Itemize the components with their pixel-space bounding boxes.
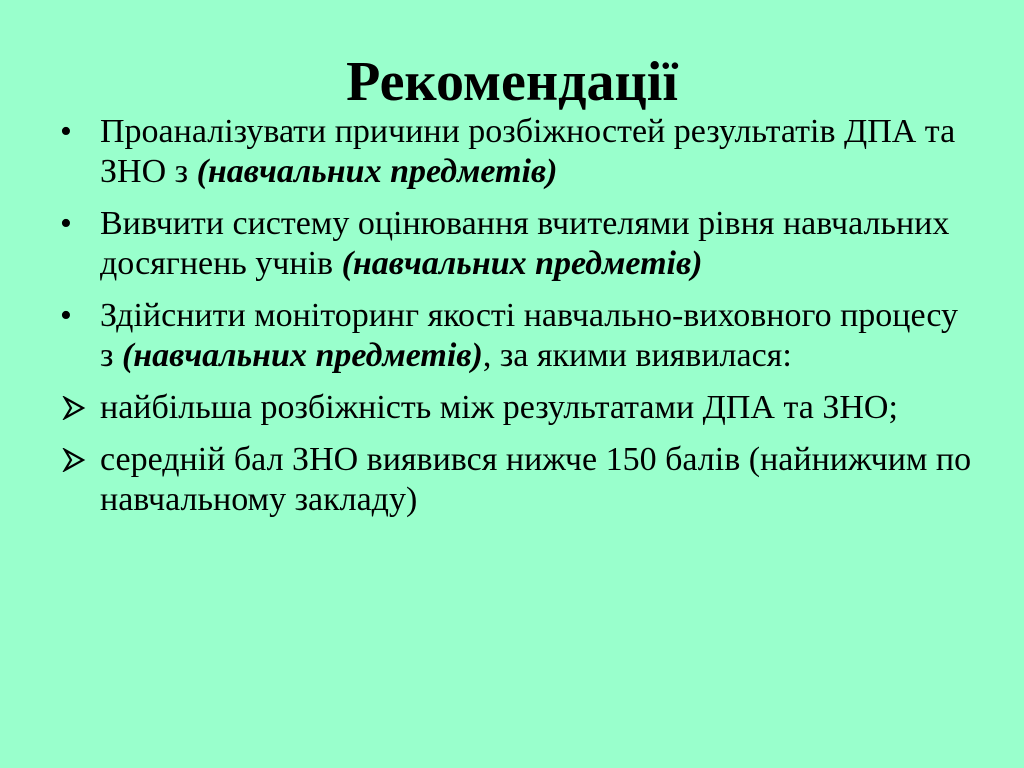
bullet-emphasis: (навчальних предметів) — [121, 337, 483, 374]
bullet-marker: • — [60, 297, 72, 334]
slide-title: Рекомендації — [346, 51, 678, 113]
sub-item-text: найбільша розбіжність між результатами ДПА та ЗНО; — [100, 389, 898, 426]
bullet-list — [58, 112, 978, 532]
sub-item-text: середній бал ЗНО виявився нижче 150 балів (найнижчим по навчальному закладу) — [100, 441, 972, 518]
arrow-bullet-icon — [62, 388, 92, 420]
bullet-tail: , за якими виявилася: — [482, 337, 792, 374]
bullet-marker: • — [60, 113, 72, 150]
bullet-emphasis: (навчальних предметів) — [341, 245, 703, 282]
bullet-text: Здійснити моніторинг якості навчально-виховного процесу з — [100, 297, 959, 374]
sub-item — [58, 388, 978, 428]
bullet-item — [58, 296, 978, 376]
bullet-text: Проаналізувати причини розбіжностей результатів ДПА та ЗНО з — [100, 113, 956, 190]
bullet-marker: • — [60, 205, 72, 242]
bullet-item — [58, 204, 978, 284]
bullet-item — [58, 112, 978, 192]
arrow-bullet-icon — [62, 440, 92, 472]
bullet-emphasis: (навчальних предметів) — [196, 153, 558, 190]
sub-item — [58, 440, 978, 520]
bullet-text: Вивчити систему оцінювання вчителями рівня навчальних досягнень учнів — [100, 205, 950, 282]
